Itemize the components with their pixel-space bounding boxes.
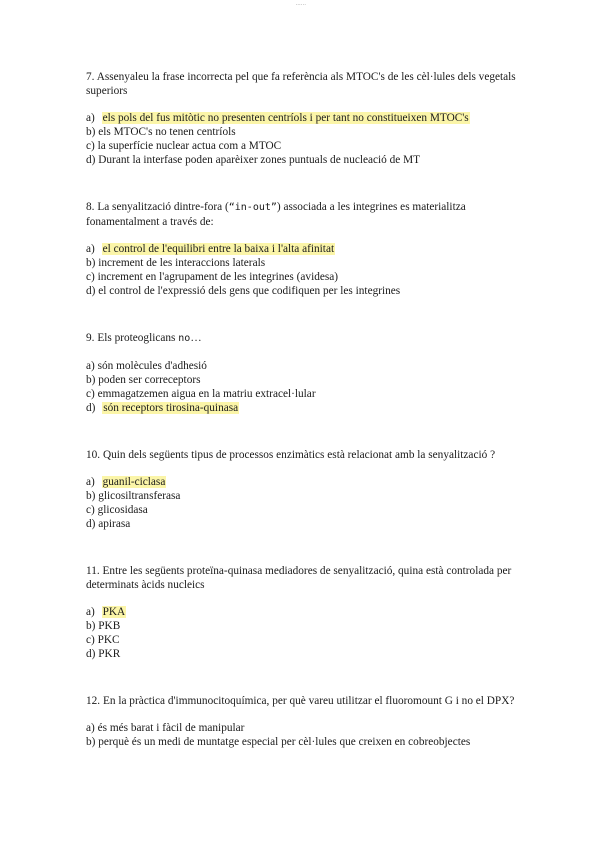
question-text: 11. Entre les següents proteïna-quinasa mediadores de senyalització, quina està controlada per determinats àcids nucleics — [86, 565, 512, 591]
question-9 — [86, 331, 526, 415]
options — [86, 721, 526, 749]
option-a: a) el control de l'equilibri entre la baixa i l'alta afinitat — [86, 243, 335, 255]
options — [86, 111, 526, 167]
option-b: b) els MTOC's no tenen centríols — [86, 126, 236, 138]
option-d: d) apirasa — [86, 518, 131, 530]
question-8 — [86, 200, 526, 298]
option-b: b) glicosiltransferasa — [86, 490, 181, 502]
question-10 — [86, 448, 526, 531]
option-d: d) són receptors tirosina-quinasa — [86, 402, 239, 414]
question-11 — [86, 564, 526, 661]
options — [86, 475, 526, 531]
option-a: a) són molècules d'adhesió — [86, 360, 207, 372]
option-c: c) glicosidasa — [86, 504, 148, 516]
question-12 — [86, 694, 526, 749]
option-b: b) poden ser correceptors — [86, 374, 201, 386]
option-c: c) emmagatzemen aigua en la matriu extracel·lular — [86, 388, 316, 400]
option-a: a) PKA — [86, 606, 126, 618]
option-a: a) els pols del fus mitòtic no presenten centríols i per tant no constitueixen MTOC's — [86, 112, 469, 124]
question-list — [86, 70, 526, 782]
option-b: b) increment de les interaccions laterals — [86, 257, 266, 269]
question-text: 7. Assenyaleu la frase incorrecta pel que fa referència als MTOC's de les cèl·lules dels vegetals superiors — [86, 71, 516, 97]
option-b: b) perquè és un medi de muntatge especial per cèl·lules que creixen en cobreobjectes — [86, 736, 471, 748]
question-text: 8. La senyalització dintre-fora (“in-out”) associada a les integrines es materialitza fonamentalment a través de: — [86, 201, 466, 228]
options — [86, 359, 526, 415]
question-text: 10. Quin dels següents tipus de processos enzimàtics està relacionat amb la senyalització ? — [86, 449, 496, 461]
option-d: d) el control de l'expressió dels gens que codifiquen per les integrines — [86, 285, 401, 297]
option-a: a) guanil-ciclasa — [86, 476, 166, 488]
page-header: ...... — [295, 2, 307, 7]
options — [86, 605, 526, 661]
question-text: 12. En la pràctica d'immunocitoquímica, per què vareu utilitzar el fluoromount G i no el DPX? — [86, 695, 515, 707]
option-d: d) PKR — [86, 648, 121, 660]
option-c: c) increment en l'agrupament de les integrines (avidesa) — [86, 271, 339, 283]
option-c: c) PKC — [86, 634, 120, 646]
option-c: c) la superfície nuclear actua com a MTOC — [86, 140, 282, 152]
question-7 — [86, 70, 526, 167]
question-text: 9. Els proteoglicans no… — [86, 332, 202, 344]
option-d: d) Durant la interfase poden aparèixer zones puntuals de nucleació de MT — [86, 154, 421, 166]
option-a: a) és més barat i fàcil de manipular — [86, 722, 245, 734]
option-b: b) PKB — [86, 620, 121, 632]
options — [86, 242, 526, 298]
